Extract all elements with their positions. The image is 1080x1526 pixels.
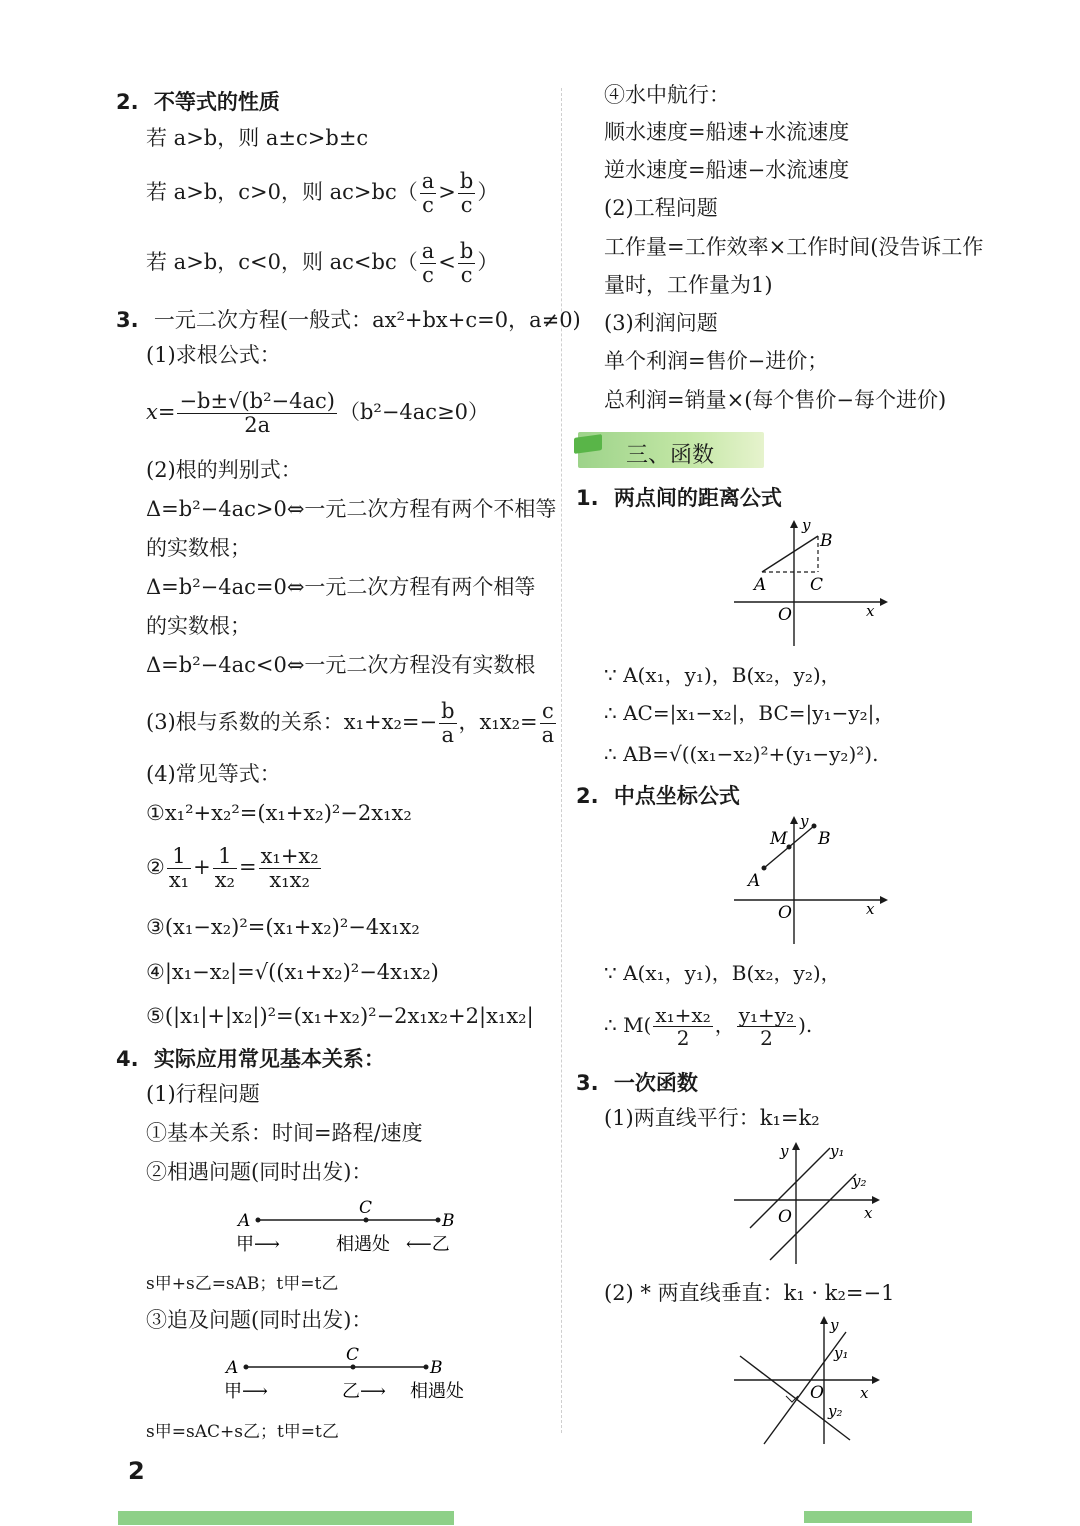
heading-title: 一元二次方程(一般式：ax²+bx+c=0，a≠0) (153, 308, 581, 332)
y-axis-arrow (790, 520, 798, 528)
denominator: x₁x₂ (269, 868, 310, 893)
sum: x₁+x₂=− (343, 710, 438, 735)
parallel-lines-diagram (730, 1138, 890, 1268)
footer-bar-right (804, 1511, 972, 1523)
identity-4: ④|x₁−x₂|=√((x₁+x₂)²−4x₁x₂) (146, 960, 439, 984)
y-axis-arrow (790, 816, 798, 824)
label-c: C (810, 575, 824, 595)
fraction (439, 700, 456, 747)
denominator: 2 (760, 1026, 773, 1050)
identity-5: ⑤(|x₁|+|x₂|)²=(x₁+x₂)²−2x₁x₂+2|x₁x₂| (146, 1004, 534, 1028)
fraction (167, 845, 191, 892)
point-a (256, 1218, 261, 1223)
label-a: A (748, 871, 761, 891)
label-b: B (442, 1211, 455, 1231)
work-problem-label: (2)工程问题 (604, 196, 718, 220)
travel-label: (1)行程问题 (146, 1082, 260, 1106)
root-formula-label: (1)求根公式： (146, 343, 281, 367)
basic-relation: ①基本关系：时间=路程/速度 (146, 1121, 423, 1145)
root-formula (146, 390, 489, 437)
operator: > (438, 180, 456, 205)
denominator: x₂ (214, 868, 235, 893)
denominator: 2a (244, 413, 271, 438)
fraction (540, 700, 557, 747)
identity-1: ①x₁²+x₂²=(x₁+x₂)²−2x₁x₂ (146, 801, 412, 825)
paren: ） (477, 250, 499, 275)
y-axis-arrow (792, 1142, 800, 1150)
x-label: x (866, 602, 875, 620)
x-axis-arrow (872, 1376, 880, 1384)
formula-x: x= (146, 400, 176, 425)
denominator: c (422, 263, 434, 288)
work-formula-cont: 量时，工作量为1) (604, 273, 773, 297)
label-y1: y₁ (830, 1142, 845, 1160)
label-a: A (226, 1358, 239, 1378)
label-b: B (820, 531, 833, 551)
water-travel-label: ④水中航行： (604, 83, 730, 107)
perpendicular-lines-diagram (730, 1312, 890, 1448)
point-b (812, 824, 817, 829)
y-label: y (830, 1316, 839, 1334)
meeting-problem: ②相遇问题(同时出发)： (146, 1160, 373, 1184)
numerator: b (441, 699, 455, 723)
numerator: x₁+x₂ (260, 844, 319, 868)
label-jia: 甲⟶ (224, 1381, 268, 1402)
heading-title: 中点坐标公式 (613, 784, 740, 808)
heading-distance (576, 482, 782, 512)
meeting-diagram (230, 1196, 470, 1258)
label-m: M (770, 829, 788, 849)
label-meet-point: 相遇处 (336, 1234, 390, 1255)
identity-3: ③(x₁−x₂)²=(x₁+x₂)²−4x₁x₂ (146, 915, 420, 939)
section-title: 三、函数 (626, 443, 715, 468)
denominator: 2 (676, 1026, 690, 1050)
label-yi: 乙⟶ (342, 1381, 386, 1402)
perpendicular-condition: (2) * 两直线垂直：k₁ · k₂=−1 (604, 1281, 895, 1305)
label-y2: y₂ (852, 1172, 867, 1190)
x-label: x (860, 1384, 869, 1402)
point-c (351, 1365, 356, 1370)
chase-diagram (220, 1343, 480, 1405)
label: (3)根与系数的关系： (146, 710, 344, 735)
heading-midpoint (576, 780, 740, 810)
numerator: −b±√(b²−4ac) (179, 389, 335, 413)
point-a (244, 1365, 249, 1370)
label-a: A (238, 1211, 251, 1231)
fraction-y (737, 1004, 796, 1049)
banner-tab-icon (574, 434, 602, 454)
label-y1: y₁ (834, 1344, 849, 1362)
discriminant-case-2-cont: 的实数根； (146, 614, 251, 638)
label-c: C (359, 1198, 373, 1218)
numerator: a (421, 169, 435, 193)
numerator: c (540, 700, 557, 724)
heading-number: 1. (576, 486, 599, 510)
distance-diagram (730, 516, 890, 650)
denominator: a (441, 723, 455, 748)
midpoint-given: ∵ A(x₁，y₁)，B(x₂，y₂)， (604, 961, 841, 985)
discriminant-label: (2)根的判别式： (146, 458, 302, 482)
label-yi: ⟵乙 (406, 1234, 450, 1255)
midpoint-formula (604, 1004, 812, 1049)
point-b (424, 1365, 429, 1370)
column-divider (561, 88, 562, 1433)
x-axis-arrow (880, 896, 888, 904)
work-formula: 工作量=工作效率×工作时间(没告诉工作 (604, 235, 984, 259)
point-a (762, 866, 767, 871)
x-axis-arrow (880, 598, 888, 606)
heading-applications (116, 1043, 385, 1073)
distance-given: ∵ A(x₁，y₁)，B(x₂，y₂)， (604, 663, 841, 687)
vieta-formulas (146, 700, 558, 747)
heading-number: 2. (576, 784, 599, 808)
identities-label: (4)常见等式： (146, 762, 281, 786)
heading-number: 4. (116, 1047, 139, 1071)
numerator: x₁+x₂ (655, 1003, 711, 1027)
inequality-rule-1: 若 a>b，则 a±c>b±c (146, 126, 369, 150)
point-b (436, 1218, 441, 1223)
upstream-speed: 逆水速度=船速−水流速度 (604, 158, 850, 182)
label-a: A (754, 575, 767, 595)
numerator: 1 (167, 845, 191, 869)
identity-2 (146, 845, 323, 892)
operator: < (438, 250, 456, 275)
heading-title: 不等式的性质 (153, 90, 280, 114)
product: ，x₁x₂= (458, 710, 538, 735)
fraction (213, 845, 237, 892)
fraction-a-over-c (420, 170, 437, 217)
rule-text: 若 a>b，c>0，则 ac>bc（ (146, 180, 418, 205)
numerator: a (421, 239, 435, 263)
numerator: b (459, 169, 474, 193)
fraction-b-over-c (458, 170, 475, 217)
denominator: a (541, 723, 555, 748)
numerator: 1 (213, 845, 237, 869)
rule-text: 若 a>b，c<0，则 ac<bc（ (146, 250, 418, 275)
label-jia: 甲⟶ (236, 1234, 280, 1255)
heading-number: 3. (576, 1071, 599, 1095)
operator: + (193, 855, 211, 880)
denominator: c (460, 193, 473, 218)
prefix: ∴ M( (604, 1013, 652, 1037)
origin-label: O (778, 1207, 792, 1227)
denominator: c (422, 193, 434, 218)
discriminant-case-3: Δ=b²−4ac<0⇔一元二次方程没有实数根 (146, 653, 536, 677)
discriminant-case-2: Δ=b²−4ac=0⇔一元二次方程有两个相等 (146, 575, 536, 599)
heading-number: 2. (116, 90, 139, 114)
heading-quadratic (116, 304, 581, 334)
origin-label: O (778, 605, 792, 625)
heading-inequality (116, 86, 280, 116)
heading-linear-function (576, 1067, 698, 1097)
y-axis-arrow (820, 1316, 828, 1324)
suffix: ). (798, 1013, 813, 1037)
fraction-a-over-c (420, 240, 437, 287)
chase-problem: ③追及问题(同时出发)： (146, 1308, 373, 1332)
y-label: y (800, 812, 809, 830)
paren: ） (477, 180, 499, 205)
meeting-formula: s甲+s乙=sAB；t甲=t乙 (146, 1274, 339, 1294)
y-label: y (780, 1142, 789, 1160)
fraction (259, 845, 321, 892)
x-axis-arrow (872, 1196, 880, 1204)
root-fraction (177, 390, 337, 437)
x-label: x (866, 900, 875, 918)
label-b: B (430, 1358, 443, 1378)
denominator: x₁ (168, 868, 190, 893)
label-y2: y₂ (828, 1402, 843, 1420)
chase-formula: s甲=sAC+s乙；t甲=t乙 (146, 1422, 339, 1442)
midpoint-diagram (730, 812, 890, 948)
comma: ， (714, 1013, 735, 1037)
heading-title: 两点间的距离公式 (613, 486, 782, 510)
fraction-x (653, 1004, 712, 1049)
discriminant-case-1-cont: 的实数根； (146, 536, 251, 560)
footer-bar-left (118, 1511, 454, 1525)
discriminant-case-1: Δ=b²−4ac>0⇔一元二次方程有两个不相等 (146, 497, 557, 521)
heading-number: 3. (116, 308, 139, 332)
inequality-rule-2 (146, 170, 498, 217)
x-label: x (864, 1204, 873, 1222)
page-number: 2 (128, 1457, 145, 1485)
label-b: B (818, 829, 831, 849)
line-y2 (740, 1356, 850, 1440)
distance-components: ∴ AC=|x₁−x₂|，BC=|y₁−y₂|， (604, 701, 895, 725)
parallel-condition: (1)两直线平行：k₁=k₂ (604, 1106, 820, 1130)
heading-title: 实际应用常见基本关系： (153, 1047, 385, 1071)
heading-title: 一次函数 (613, 1071, 698, 1095)
denominator: c (460, 263, 473, 288)
point-c (364, 1218, 369, 1223)
inequality-rule-3 (146, 240, 498, 287)
profit-problem-label: (3)利润问题 (604, 311, 718, 335)
total-profit: 总利润=销量×(每个售价−每个进价) (604, 388, 947, 412)
fraction-b-over-c (458, 240, 475, 287)
y-label: y (802, 516, 811, 534)
origin-label: O (778, 903, 792, 923)
numerator: y₁+y₂ (738, 1003, 795, 1027)
label-c: C (346, 1345, 360, 1365)
label-meet-point: 相遇处 (410, 1381, 464, 1402)
segment-ab (762, 536, 818, 572)
marker: ② (146, 855, 165, 880)
origin-label: O (810, 1383, 824, 1403)
downstream-speed: 顺水速度=船速+水流速度 (604, 120, 850, 144)
distance-formula: ∴ AB=√((x₁−x₂)²+(y₁−y₂)²). (604, 742, 879, 766)
operator: = (238, 855, 257, 880)
condition: （b²−4ac≥0） (338, 400, 490, 425)
unit-profit: 单个利润=售价−进价； (604, 349, 829, 373)
numerator: b (459, 239, 474, 263)
